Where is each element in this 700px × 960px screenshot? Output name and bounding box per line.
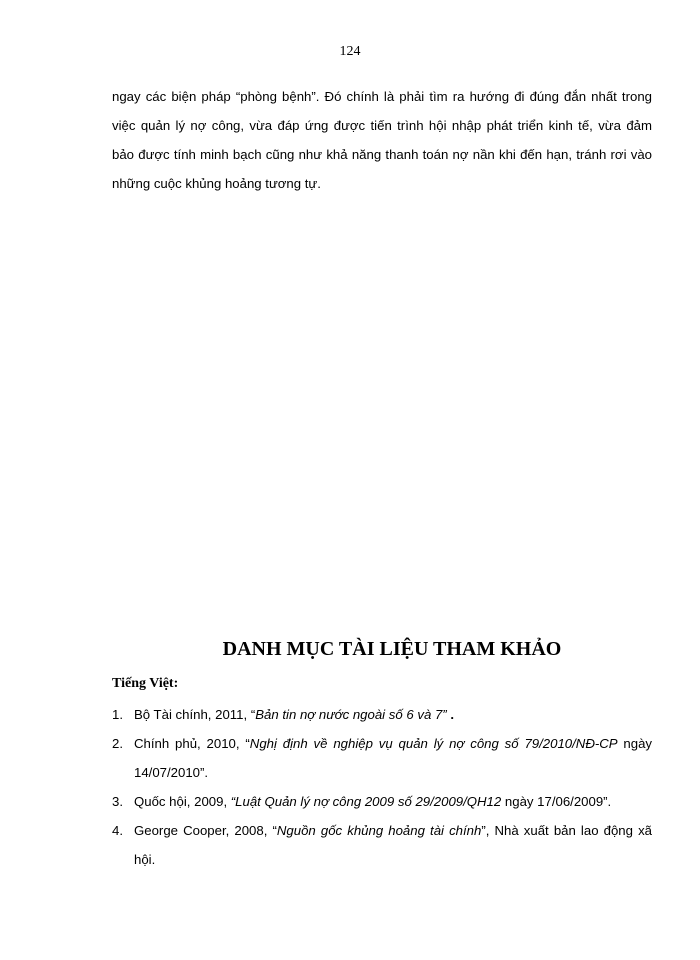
reference-item xyxy=(112,729,652,787)
reference-continuation: hội. xyxy=(134,852,156,867)
reference-number: 3. xyxy=(112,794,123,809)
paragraph-line: bảo được tính minh bạch cũng như khả năng thanh toán nợ nần khi đến hạn, tránh rơi vào xyxy=(112,147,652,162)
paragraph-line: ngay các biện pháp “phòng bệnh”. Đó chính là phải tìm ra hướng đi đúng đắn nhất trong xyxy=(112,89,652,104)
reference-item xyxy=(112,787,652,816)
paragraph-line: việc quản lý nợ công, vừa đáp ứng được tiến trình hội nhập phát triển kinh tế, vừa đảm xyxy=(112,118,652,133)
reference-continuation: 14/07/2010”. xyxy=(134,765,209,780)
reference-list xyxy=(112,700,652,874)
reference-text: George Cooper, 2008, “Nguồn gốc khủng hoảng tài chính”, Nhà xuất bản lao động xã xyxy=(134,823,652,838)
reference-item xyxy=(112,816,652,874)
page-number: 124 xyxy=(339,44,361,59)
reference-number: 4. xyxy=(112,823,123,838)
reference-number: 1. xyxy=(112,707,123,722)
paragraph-line: những cuộc khủng hoảng tương tự. xyxy=(112,176,321,191)
reference-text: Bộ Tài chính, 2011, “Bản tin nợ nước ngoài số 6 và 7” . xyxy=(134,707,454,722)
reference-text: Chính phủ, 2010, “Nghị định về nghiệp vụ quản lý nợ công số 79/2010/NĐ-CP ngày xyxy=(134,736,653,751)
reference-number: 2. xyxy=(112,736,123,751)
references-title: DANH MỤC TÀI LIỆU THAM KHẢO xyxy=(222,638,562,660)
reference-title: Nghị định về nghiệp vụ quản lý nợ công số 79/2010/NĐ-CP xyxy=(249,736,618,751)
section-heading: Tiếng Việt: xyxy=(112,676,179,691)
body-paragraph xyxy=(112,82,652,198)
reference-title: “Luật Quản lý nợ công 2009 số 29/2009/QH12 xyxy=(230,794,502,809)
reference-title: Bản tin nợ nước ngoài số 6 và 7” xyxy=(255,707,447,722)
reference-text: Quốc hội, 2009, “Luật Quản lý nợ công 2009 số 29/2009/QH12 ngày 17/06/2009”. xyxy=(134,794,612,809)
reference-item xyxy=(112,700,652,729)
reference-title: Nguồn gốc khủng hoảng tài chính xyxy=(276,823,482,838)
